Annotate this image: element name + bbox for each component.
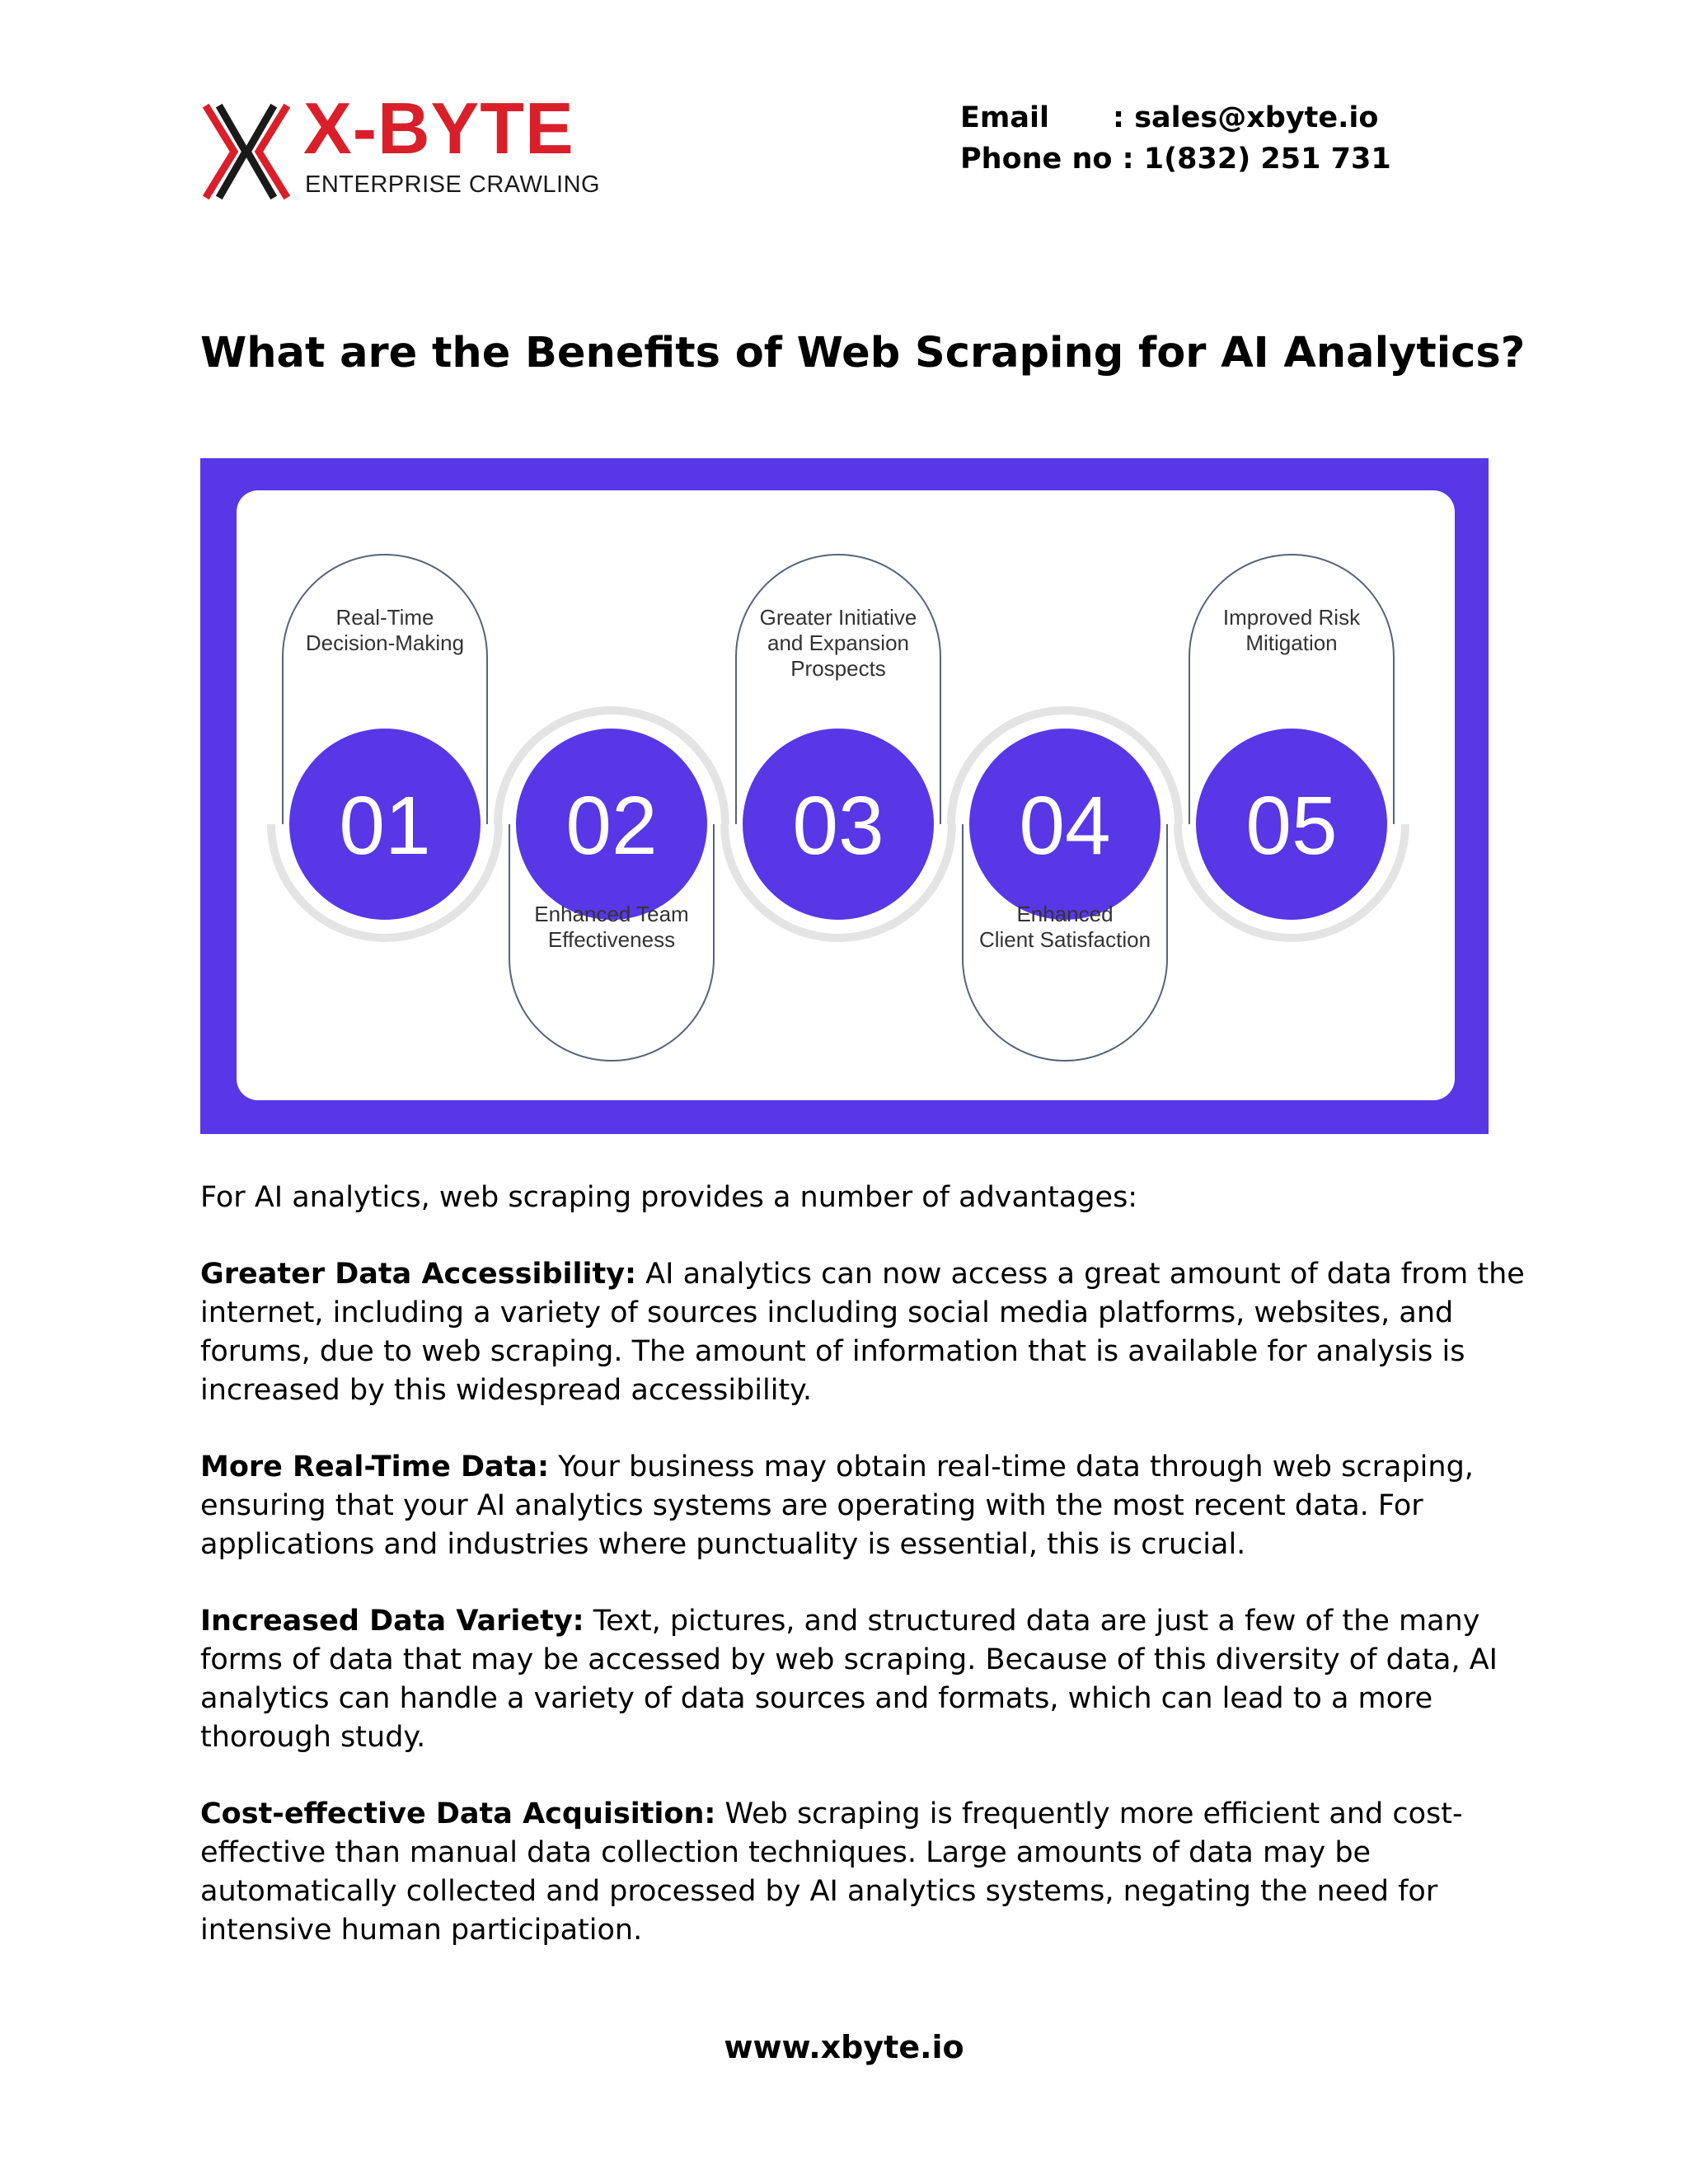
infographic-card (237, 490, 1455, 1100)
article-body (200, 1179, 1536, 1988)
benefit-heading: More Real-Time Data: (200, 1451, 550, 1483)
step-number: 04 (1019, 780, 1111, 872)
benefit-paragraph (200, 1795, 1536, 1950)
intro-paragraph: For AI analytics, web scraping provides a number of advantages: (200, 1181, 1138, 1214)
step-number: 01 (339, 780, 431, 872)
step-label: Greater Initiative (759, 605, 917, 630)
email-separator: : (1113, 101, 1124, 134)
step-label: Decision-Making (305, 630, 465, 655)
xbyte-logo-mark-icon (201, 101, 292, 203)
benefit-paragraph (200, 1602, 1536, 1757)
email-label: Email (960, 101, 1049, 134)
step-number: 05 (1245, 780, 1338, 872)
step-number: 02 (565, 780, 658, 872)
benefit-text: Text, pictures, and structured data are just a few of the many forms of data that may be accessed by web scraping. Because of this diversity of data, AI analytics can handle a variety of data sources and formats, which can lead to a more thorough study. (200, 1605, 1498, 1754)
benefit-heading: Cost-effective Data Acquisition: (200, 1797, 716, 1830)
email-value[interactable]: sales@xbyte.io (1134, 101, 1379, 134)
benefit-paragraph (200, 1448, 1536, 1564)
step-label: Mitigation (1245, 630, 1338, 655)
step-number: 03 (792, 780, 884, 872)
step-label: Prospects (790, 656, 886, 681)
benefit-text: AI analytics can now access a great amount of data from the internet, including a variety of sources including social media platforms, websites, and forums, due to web scraping. The amount of information that is available for analysis is increased by this widespread accessibility. (200, 1258, 1525, 1407)
page-title: What are the Benefits of Web Scraping for AI Analytics? (200, 329, 1526, 377)
phone-value[interactable]: 1(832) 251 731 (1143, 143, 1391, 176)
benefit-text: Your business may obtain real-time data through web scraping, ensuring that your AI analytics systems are operating with the most recent data. For applications and industries where punctuality is essential, this is crucial. (200, 1451, 1474, 1561)
benefit-text: Web scraping is frequently more efficient and cost-effective than manual data collection techniques. Large amounts of data may be automatically collected and processed by AI analytics systems, negating the need for intensive human participation. (200, 1797, 1463, 1947)
infographic-steps (237, 490, 1455, 1100)
benefit-heading: Greater Data Accessibility: (200, 1258, 637, 1291)
logo-brand-text: X-BYTE (303, 87, 574, 169)
footer-website[interactable]: www.xbyte.io (724, 2029, 964, 2065)
step-label: Client Satisfaction (978, 927, 1151, 952)
benefit-heading: Increased Data Variety: (200, 1605, 584, 1638)
email-row (960, 97, 1391, 138)
logo-tagline: ENTERPRISE CRAWLING (305, 171, 601, 198)
step-label: Improved Risk (1222, 605, 1361, 630)
step-label: and Expansion (767, 630, 910, 655)
xbyte-logo (201, 87, 601, 206)
phone-row (960, 138, 1391, 180)
phone-label: Phone no : (960, 143, 1134, 176)
step-label: Enhanced (1016, 902, 1114, 926)
benefits-infographic (200, 458, 1489, 1134)
step-label: Real-Time (335, 605, 434, 630)
contact-info (960, 97, 1391, 180)
step-label: Effectiveness (547, 927, 676, 952)
benefit-paragraph (200, 1255, 1536, 1410)
step-label: Enhanced Team (534, 902, 689, 926)
